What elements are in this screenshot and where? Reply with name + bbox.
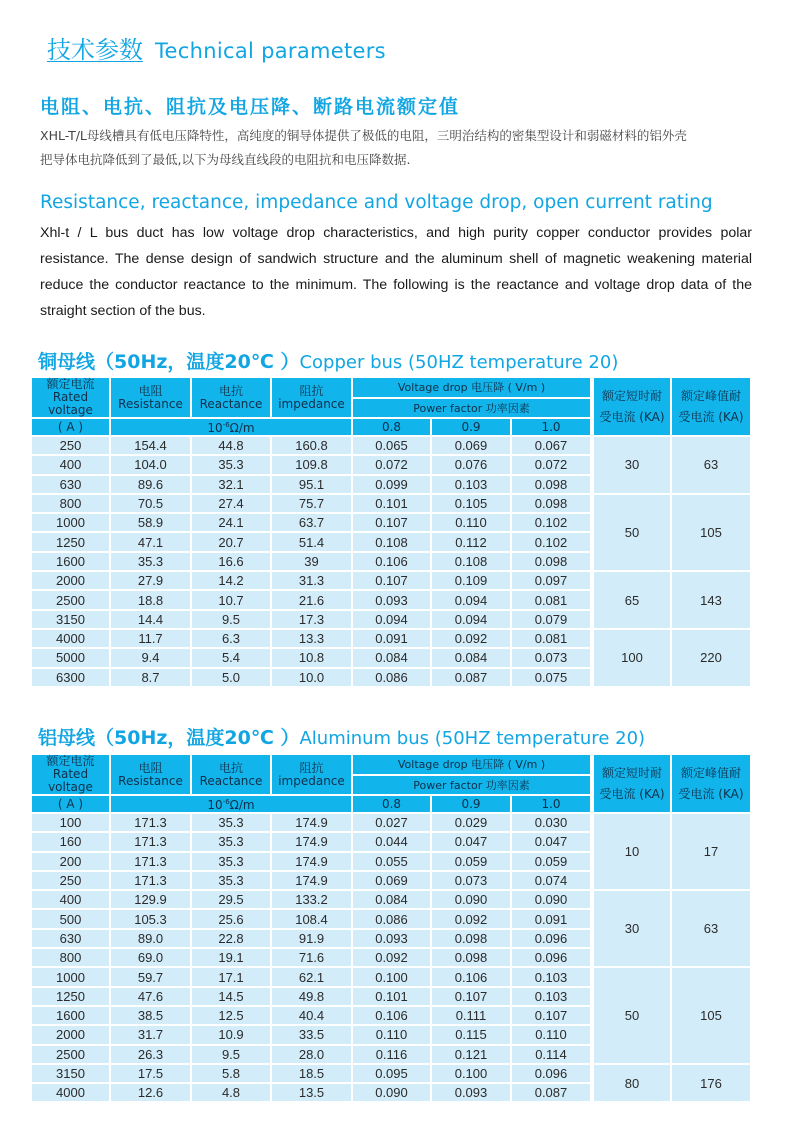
page-title-en: Technical parameters <box>155 39 386 63</box>
cell-resistance: 171.3 <box>111 853 192 872</box>
header-pf-2: 1.0 <box>512 419 592 437</box>
header-pf-1: 0.9 <box>432 419 512 437</box>
header-reactance-cn: 电抗 <box>218 383 243 398</box>
cell-vdrop-0.8: 0.107 <box>353 572 432 591</box>
section-heading-cn: 电阻、电抗、阻抗及电压降、断路电流额定值 <box>40 96 461 118</box>
cell-resistance: 12.6 <box>111 1084 192 1103</box>
cell-vdrop-1.0: 0.072 <box>512 456 592 475</box>
copper-title-cn: 铜母线（50Hz，温度20℃ ） <box>38 351 300 373</box>
header-reactance-en: Reactance <box>199 396 263 411</box>
cell-vdrop-1.0: 0.103 <box>512 968 592 987</box>
cell-vdrop-1.0: 0.030 <box>512 814 592 833</box>
cell-vdrop-0.8: 0.101 <box>353 988 432 1007</box>
cell-rated-current: 400 <box>32 891 111 910</box>
header-resistance-en: Resistance <box>118 773 183 788</box>
cell-vdrop-1.0: 0.074 <box>512 872 592 891</box>
cell-resistance: 47.1 <box>111 533 192 552</box>
cell-impedance: 39 <box>272 553 353 572</box>
cell-impedance: 10.0 <box>272 669 353 688</box>
cell-rated-current: 3150 <box>32 1065 111 1084</box>
cell-reactance: 10.9 <box>192 1026 272 1045</box>
cell-impedance: 62.1 <box>272 968 353 987</box>
cell-vdrop-1.0: 0.107 <box>512 1007 592 1026</box>
cell-impedance: 174.9 <box>272 833 353 852</box>
cell-reactance: 9.5 <box>192 611 272 630</box>
cell-vdrop-0.8: 0.090 <box>353 1084 432 1103</box>
cell-vdrop-1.0: 0.098 <box>512 495 592 514</box>
cell-rated-current: 400 <box>32 456 111 475</box>
cell-vdrop-1.0: 0.047 <box>512 833 592 852</box>
header-impedance <box>272 378 353 419</box>
header-resistance-cn: 电阻 <box>138 383 163 398</box>
header-peak-current <box>672 755 752 814</box>
cell-vdrop-0.9: 0.092 <box>432 630 512 649</box>
cell-peak-current: 220 <box>672 630 752 688</box>
unit-rest: Ω/m <box>229 798 255 812</box>
cell-impedance: 71.6 <box>272 949 353 968</box>
cell-reactance: 16.6 <box>192 553 272 572</box>
cell-vdrop-0.8: 0.093 <box>353 591 432 610</box>
header-voltage-drop: Voltage drop 电压降 ( V/m ) <box>353 755 592 776</box>
cell-resistance: 58.9 <box>111 514 192 533</box>
cell-resistance: 171.3 <box>111 872 192 891</box>
unit-base: 10 <box>207 421 223 435</box>
cell-rated-current: 1600 <box>32 553 111 572</box>
cell-vdrop-0.8: 0.086 <box>353 669 432 688</box>
cell-short-time-current: 10 <box>594 814 672 891</box>
cell-vdrop-0.8: 0.084 <box>353 649 432 668</box>
cell-rated-current: 100 <box>32 814 111 833</box>
header-rated-en: Rated voltage <box>48 767 93 794</box>
cell-vdrop-1.0: 0.098 <box>512 553 592 572</box>
header-impedance-cn: 阻抗 <box>299 760 324 775</box>
cell-resistance: 69.0 <box>111 949 192 968</box>
cell-vdrop-0.8: 0.107 <box>353 514 432 533</box>
cell-impedance: 109.8 <box>272 456 353 475</box>
page-title-cn: 技术参数 <box>47 36 143 64</box>
cell-resistance: 171.3 <box>111 833 192 852</box>
cell-resistance: 154.4 <box>111 437 192 456</box>
cell-vdrop-0.9: 0.098 <box>432 930 512 949</box>
cell-reactance: 14.5 <box>192 988 272 1007</box>
header-pf-0: 0.8 <box>353 419 432 437</box>
cell-vdrop-0.9: 0.090 <box>432 891 512 910</box>
table-row <box>32 968 752 987</box>
header-peak-current <box>672 378 752 437</box>
header-reactance-cn: 电抗 <box>218 760 243 775</box>
header-impedance-en: impedance <box>278 773 345 788</box>
header-impedance <box>272 755 353 796</box>
cell-vdrop-0.9: 0.106 <box>432 968 512 987</box>
header-short-time-1: 额定短时耐 <box>601 765 662 780</box>
cell-impedance: 63.7 <box>272 514 353 533</box>
cell-vdrop-0.9: 0.112 <box>432 533 512 552</box>
table-row <box>32 630 752 649</box>
cell-vdrop-0.9: 0.105 <box>432 495 512 514</box>
cell-vdrop-0.9: 0.093 <box>432 1084 512 1103</box>
cell-vdrop-0.8: 0.069 <box>353 872 432 891</box>
header-resistance-cn: 电阻 <box>138 760 163 775</box>
cell-vdrop-1.0: 0.087 <box>512 1084 592 1103</box>
cell-vdrop-0.8: 0.095 <box>353 1065 432 1084</box>
cell-reactance: 35.3 <box>192 814 272 833</box>
cell-rated-current: 6300 <box>32 669 111 688</box>
cell-resistance: 14.4 <box>111 611 192 630</box>
cell-impedance: 28.0 <box>272 1046 353 1065</box>
header-short-time-current <box>594 378 672 437</box>
cell-vdrop-0.8: 0.106 <box>353 1007 432 1026</box>
cell-impedance: 133.2 <box>272 891 353 910</box>
cell-resistance: 27.9 <box>111 572 192 591</box>
cell-peak-current: 176 <box>672 1065 752 1104</box>
header-ohm-unit <box>111 796 353 814</box>
cell-peak-current: 105 <box>672 968 752 1064</box>
cell-impedance: 13.3 <box>272 630 353 649</box>
cell-vdrop-0.9: 0.094 <box>432 591 512 610</box>
cell-vdrop-0.8: 0.106 <box>353 553 432 572</box>
header-short-time-current <box>594 755 672 814</box>
cell-reactance: 22.8 <box>192 930 272 949</box>
cell-peak-current: 17 <box>672 814 752 891</box>
cell-resistance: 31.7 <box>111 1026 192 1045</box>
cell-vdrop-1.0: 0.059 <box>512 853 592 872</box>
cell-vdrop-0.8: 0.092 <box>353 949 432 968</box>
cell-resistance: 104.0 <box>111 456 192 475</box>
header-rated-current <box>32 378 111 419</box>
cell-rated-current: 4000 <box>32 1084 111 1103</box>
cell-vdrop-0.8: 0.091 <box>353 630 432 649</box>
intro-paragraph-en: Xhl-t / L bus duct has low voltage drop characteristics, and high purity copper conductor provides polar resistance. The dense design of sandwich structure and the aluminum shell of magnetic weakening material reduce the conductor reactance to the minimum. The following is the reactance and voltage drop data of the straight section of the bus. <box>40 225 752 319</box>
cell-rated-current: 630 <box>32 930 111 949</box>
header-pf-0: 0.8 <box>353 796 432 814</box>
header-voltage-drop: Voltage drop 电压降 ( V/m ) <box>353 378 592 399</box>
header-rated-cn: 额定电流 <box>46 377 95 391</box>
cell-rated-current: 630 <box>32 476 111 495</box>
cell-peak-current: 143 <box>672 572 752 630</box>
cell-reactance: 29.5 <box>192 891 272 910</box>
cell-vdrop-0.9: 0.103 <box>432 476 512 495</box>
header-reactance <box>192 378 272 419</box>
unit-base: 10 <box>207 798 223 812</box>
cell-reactance: 4.8 <box>192 1084 272 1103</box>
header-ohm-unit <box>111 419 353 437</box>
header-rated-unit: ( A ) <box>32 796 111 814</box>
cell-resistance: 17.5 <box>111 1065 192 1084</box>
cell-impedance: 40.4 <box>272 1007 353 1026</box>
cell-impedance: 13.5 <box>272 1084 353 1103</box>
header-reactance <box>192 755 272 796</box>
cell-vdrop-1.0: 0.114 <box>512 1046 592 1065</box>
cell-reactance: 24.1 <box>192 514 272 533</box>
cell-vdrop-1.0: 0.103 <box>512 988 592 1007</box>
cell-vdrop-0.8: 0.065 <box>353 437 432 456</box>
table-row <box>32 437 752 456</box>
cell-vdrop-0.9: 0.069 <box>432 437 512 456</box>
intro-paragraph-cn-line2: 把导体电抗降低到了最低,以下为母线直线段的电阻抗和电压降数据. <box>40 152 411 167</box>
cell-resistance: 11.7 <box>111 630 192 649</box>
page-title <box>47 30 386 65</box>
cell-rated-current: 500 <box>32 910 111 929</box>
cell-rated-current: 200 <box>32 853 111 872</box>
section-heading-en: Resistance, reactance, impedance and voltage drop, open current rating <box>40 192 713 213</box>
cell-vdrop-0.8: 0.094 <box>353 611 432 630</box>
cell-vdrop-0.9: 0.107 <box>432 988 512 1007</box>
unit-exponent: -6 <box>222 421 230 429</box>
cell-vdrop-0.8: 0.084 <box>353 891 432 910</box>
header-rated-current <box>32 755 111 796</box>
cell-impedance: 33.5 <box>272 1026 353 1045</box>
cell-vdrop-0.8: 0.116 <box>353 1046 432 1065</box>
cell-impedance: 10.8 <box>272 649 353 668</box>
header-resistance-en: Resistance <box>118 396 183 411</box>
cell-vdrop-0.8: 0.099 <box>353 476 432 495</box>
cell-vdrop-1.0: 0.102 <box>512 533 592 552</box>
cell-vdrop-0.9: 0.110 <box>432 514 512 533</box>
cell-reactance: 20.7 <box>192 533 272 552</box>
cell-resistance: 105.3 <box>111 910 192 929</box>
cell-short-time-current: 65 <box>594 572 672 630</box>
header-pf-2: 1.0 <box>512 796 592 814</box>
cell-impedance: 51.4 <box>272 533 353 552</box>
cell-vdrop-0.9: 0.115 <box>432 1026 512 1045</box>
aluminum-table-title <box>38 723 645 750</box>
cell-rated-current: 1250 <box>32 988 111 1007</box>
cell-impedance: 174.9 <box>272 853 353 872</box>
cell-vdrop-0.9: 0.029 <box>432 814 512 833</box>
header-rated-en: Rated voltage <box>48 390 93 417</box>
unit-exponent: -6 <box>222 798 230 806</box>
cell-impedance: 49.8 <box>272 988 353 1007</box>
cell-rated-current: 800 <box>32 949 111 968</box>
cell-resistance: 9.4 <box>111 649 192 668</box>
cell-resistance: 171.3 <box>111 814 192 833</box>
cell-short-time-current: 50 <box>594 968 672 1064</box>
cell-resistance: 89.6 <box>111 476 192 495</box>
cell-rated-current: 2000 <box>32 1026 111 1045</box>
cell-rated-current: 5000 <box>32 649 111 668</box>
header-pf-1: 0.9 <box>432 796 512 814</box>
cell-vdrop-1.0: 0.067 <box>512 437 592 456</box>
cell-reactance: 35.3 <box>192 833 272 852</box>
cell-short-time-current: 50 <box>594 495 672 572</box>
cell-rated-current: 1000 <box>32 514 111 533</box>
cell-rated-current: 2000 <box>32 572 111 591</box>
copper-table-title <box>38 347 618 374</box>
cell-vdrop-1.0: 0.090 <box>512 891 592 910</box>
cell-rated-current: 2500 <box>32 591 111 610</box>
cell-peak-current: 63 <box>672 437 752 495</box>
cell-impedance: 21.6 <box>272 591 353 610</box>
cell-reactance: 14.2 <box>192 572 272 591</box>
cell-impedance: 17.3 <box>272 611 353 630</box>
header-peak-1: 额定峰值耐 <box>680 388 741 403</box>
cell-peak-current: 63 <box>672 891 752 968</box>
cell-resistance: 47.6 <box>111 988 192 1007</box>
cell-reactance: 6.3 <box>192 630 272 649</box>
intro-paragraph-cn-line1: XHL-T/L母线槽具有低电压降特性，高纯度的铜导体提供了极低的电阻，三明治结构的密集型设计和弱磁材料的铝外壳 <box>40 128 687 143</box>
cell-vdrop-0.9: 0.109 <box>432 572 512 591</box>
cell-vdrop-0.9: 0.098 <box>432 949 512 968</box>
cell-reactance: 5.8 <box>192 1065 272 1084</box>
cell-resistance: 129.9 <box>111 891 192 910</box>
cell-reactance: 35.3 <box>192 853 272 872</box>
cell-short-time-current: 100 <box>594 630 672 688</box>
aluminum-bus-table <box>32 755 752 1103</box>
cell-impedance: 174.9 <box>272 814 353 833</box>
cell-resistance: 8.7 <box>111 669 192 688</box>
cell-vdrop-0.9: 0.092 <box>432 910 512 929</box>
header-resistance <box>111 755 192 796</box>
cell-vdrop-0.9: 0.076 <box>432 456 512 475</box>
header-power-factor: Power factor 功率因素 <box>353 399 592 419</box>
cell-rated-current: 250 <box>32 872 111 891</box>
cell-reactance: 32.1 <box>192 476 272 495</box>
cell-vdrop-0.8: 0.101 <box>353 495 432 514</box>
cell-rated-current: 160 <box>32 833 111 852</box>
cell-vdrop-0.9: 0.100 <box>432 1065 512 1084</box>
cell-impedance: 174.9 <box>272 872 353 891</box>
cell-rated-current: 250 <box>32 437 111 456</box>
header-power-factor: Power factor 功率因素 <box>353 776 592 796</box>
header-short-time-2: 受电流 (KA) <box>599 786 665 801</box>
cell-impedance: 95.1 <box>272 476 353 495</box>
header-peak-2: 受电流 (KA) <box>678 409 744 424</box>
header-reactance-en: Reactance <box>199 773 263 788</box>
cell-vdrop-1.0: 0.073 <box>512 649 592 668</box>
cell-resistance: 59.7 <box>111 968 192 987</box>
cell-short-time-current: 80 <box>594 1065 672 1104</box>
cell-reactance: 25.6 <box>192 910 272 929</box>
cell-rated-current: 1600 <box>32 1007 111 1026</box>
cell-vdrop-0.9: 0.047 <box>432 833 512 852</box>
cell-vdrop-1.0: 0.097 <box>512 572 592 591</box>
cell-vdrop-1.0: 0.102 <box>512 514 592 533</box>
table-row <box>32 1065 752 1084</box>
unit-rest: Ω/m <box>229 421 255 435</box>
cell-reactance: 9.5 <box>192 1046 272 1065</box>
cell-vdrop-0.9: 0.108 <box>432 553 512 572</box>
cell-vdrop-1.0: 0.091 <box>512 910 592 929</box>
table-row <box>32 814 752 833</box>
cell-vdrop-1.0: 0.096 <box>512 930 592 949</box>
cell-vdrop-0.9: 0.059 <box>432 853 512 872</box>
table-row <box>32 495 752 514</box>
cell-rated-current: 1000 <box>32 968 111 987</box>
cell-reactance: 5.0 <box>192 669 272 688</box>
cell-resistance: 70.5 <box>111 495 192 514</box>
cell-reactance: 44.8 <box>192 437 272 456</box>
cell-rated-current: 2500 <box>32 1046 111 1065</box>
intro-paragraph-cn <box>40 124 760 172</box>
cell-resistance: 89.0 <box>111 930 192 949</box>
cell-vdrop-0.8: 0.072 <box>353 456 432 475</box>
cell-reactance: 35.3 <box>192 456 272 475</box>
cell-vdrop-0.9: 0.121 <box>432 1046 512 1065</box>
cell-reactance: 27.4 <box>192 495 272 514</box>
header-short-time-1: 额定短时耐 <box>601 388 662 403</box>
cell-resistance: 18.8 <box>111 591 192 610</box>
cell-short-time-current: 30 <box>594 891 672 968</box>
cell-vdrop-0.9: 0.087 <box>432 669 512 688</box>
cell-resistance: 35.3 <box>111 553 192 572</box>
aluminum-title-en: Aluminum bus (50HZ temperature 20) <box>299 728 646 749</box>
cell-vdrop-0.9: 0.094 <box>432 611 512 630</box>
cell-peak-current: 105 <box>672 495 752 572</box>
cell-reactance: 17.1 <box>192 968 272 987</box>
cell-vdrop-1.0: 0.098 <box>512 476 592 495</box>
header-resistance <box>111 378 192 419</box>
cell-rated-current: 800 <box>32 495 111 514</box>
table-row <box>32 891 752 910</box>
cell-rated-current: 1250 <box>32 533 111 552</box>
cell-impedance: 18.5 <box>272 1065 353 1084</box>
cell-vdrop-1.0: 0.110 <box>512 1026 592 1045</box>
cell-vdrop-1.0: 0.075 <box>512 669 592 688</box>
cell-impedance: 160.8 <box>272 437 353 456</box>
cell-vdrop-1.0: 0.096 <box>512 1065 592 1084</box>
cell-vdrop-0.8: 0.044 <box>353 833 432 852</box>
cell-reactance: 5.4 <box>192 649 272 668</box>
cell-reactance: 19.1 <box>192 949 272 968</box>
cell-vdrop-0.8: 0.110 <box>353 1026 432 1045</box>
cell-reactance: 35.3 <box>192 872 272 891</box>
cell-resistance: 38.5 <box>111 1007 192 1026</box>
aluminum-title-cn: 铝母线（50Hz，温度20℃ ） <box>38 727 300 749</box>
header-impedance-cn: 阻抗 <box>299 383 324 398</box>
cell-vdrop-0.8: 0.055 <box>353 853 432 872</box>
header-peak-1: 额定峰值耐 <box>680 765 741 780</box>
cell-impedance: 108.4 <box>272 910 353 929</box>
header-rated-cn: 额定电流 <box>46 754 95 768</box>
header-peak-2: 受电流 (KA) <box>678 786 744 801</box>
cell-vdrop-0.9: 0.111 <box>432 1007 512 1026</box>
cell-vdrop-0.8: 0.027 <box>353 814 432 833</box>
cell-rated-current: 3150 <box>32 611 111 630</box>
cell-vdrop-0.9: 0.084 <box>432 649 512 668</box>
cell-short-time-current: 30 <box>594 437 672 495</box>
header-impedance-en: impedance <box>278 396 345 411</box>
header-short-time-2: 受电流 (KA) <box>599 409 665 424</box>
cell-vdrop-1.0: 0.079 <box>512 611 592 630</box>
cell-impedance: 75.7 <box>272 495 353 514</box>
cell-vdrop-0.8: 0.108 <box>353 533 432 552</box>
cell-vdrop-0.8: 0.086 <box>353 910 432 929</box>
cell-reactance: 10.7 <box>192 591 272 610</box>
cell-impedance: 31.3 <box>272 572 353 591</box>
cell-reactance: 12.5 <box>192 1007 272 1026</box>
cell-impedance: 91.9 <box>272 930 353 949</box>
header-rated-unit: ( A ) <box>32 419 111 437</box>
cell-vdrop-0.8: 0.100 <box>353 968 432 987</box>
copper-title-en: Copper bus (50HZ temperature 20) <box>299 352 619 373</box>
cell-vdrop-1.0: 0.081 <box>512 630 592 649</box>
cell-vdrop-1.0: 0.096 <box>512 949 592 968</box>
cell-vdrop-0.8: 0.093 <box>353 930 432 949</box>
cell-resistance: 26.3 <box>111 1046 192 1065</box>
copper-bus-table <box>32 378 752 688</box>
cell-vdrop-1.0: 0.081 <box>512 591 592 610</box>
cell-vdrop-0.9: 0.073 <box>432 872 512 891</box>
cell-rated-current: 4000 <box>32 630 111 649</box>
table-row <box>32 572 752 591</box>
